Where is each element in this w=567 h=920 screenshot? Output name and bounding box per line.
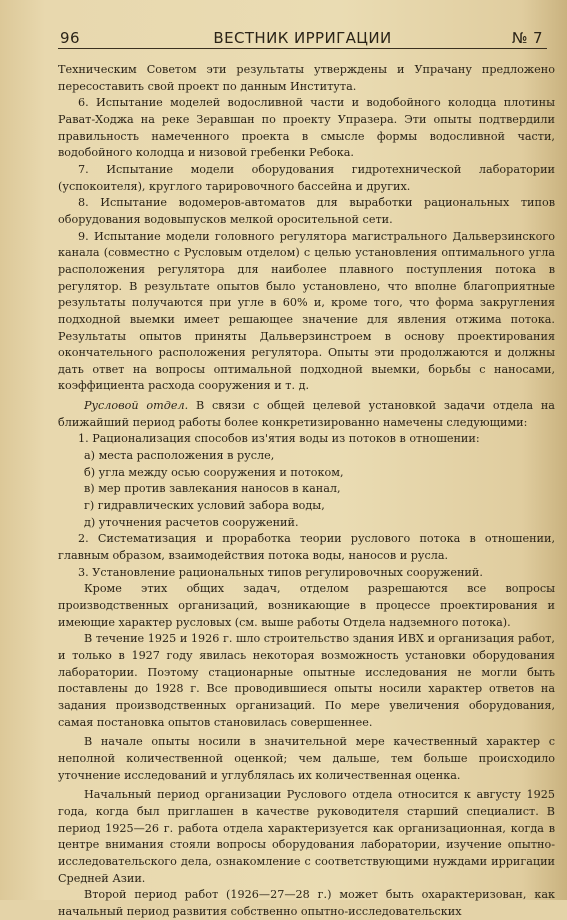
- article-body: [58, 62, 555, 920]
- sub-item: б) угла между осью сооружения и потоком,: [84, 465, 344, 479]
- paragraph: В начале опыты носили в значительной мере качественный характер с неполной количественной оценкой; чем дальше, тем больше происходило уточнение исследований и углублялась их количественная оценка.: [58, 735, 555, 782]
- issue-number: № 7: [511, 29, 543, 47]
- sub-item: в) мер против завлекания наносов в канал,: [84, 482, 341, 496]
- section-runin-title: Русловой отдел.: [84, 399, 189, 413]
- paragraph: Техническим Советом эти результаты утверждены и Упрачану предложено пересоставить свой проект по данным Института.: [58, 63, 555, 93]
- task-item: 3. Установление рациональных типов регулировочных сооружений.: [78, 565, 483, 579]
- list-item: 6. Испытание моделей водосливной части и водобойного колодца плотины Рават-Ходжа на реке Зеравшан по проекту Упразера. Эти опыты подтвердили правильность намеченного проекта в смысле формы водосливной части, водобойного колодца и низовой гребенки Ребока.: [58, 96, 555, 160]
- page-header: [58, 26, 547, 49]
- sub-item: а) места расположения в русле,: [84, 449, 275, 463]
- paragraph: Второй период работ (1926—27—28 г.) может быть охарактеризован, как начальный период развития собственно опытно-исследовательских: [58, 888, 555, 918]
- paragraph: Начальный период организации Руслового отдела относится к августу 1925 года, когда был приглашен в качестве руководителя старший специалист. В период 1925—26 г. работа отдела характеризуется как организационная, когда в центре внимания стояли вопросы оборудования лаборатории, изучение опытно-исследовательского дела, ознакомление с соответствующими нуждами ирригации Средней Азии.: [58, 788, 555, 885]
- journal-title: ВЕСТНИК ИРРИГАЦИИ: [213, 29, 392, 47]
- paragraph: Кроме этих общих задач, отделом разрешаются все вопросы производственных организаций, возникающие в процессе проектирования и имеющие характер русловых (см. выше работы Отдела надземного потока).: [58, 582, 555, 629]
- paragraph: В течение 1925 и 1926 г. шло строительство здания ИВХ и организация работ, и только в 1927 году явилась некоторая возможность установки оборудования лаборатории. Поэтому стационарные опытные исследования не могли быть поставлены до 1928 г. Все проводившиеся опыты носили характер ответов на задания производственных организаций. По мере увеличения оборудования, самая постановка опытов становилась совершеннее.: [58, 632, 555, 729]
- list-item: 8. Испытание водомеров-автоматов для выработки рациональных типов оборудования водовыпусков мелкой оросительной сети.: [58, 196, 555, 226]
- page-number: 96: [60, 29, 80, 47]
- task-item: 2. Систематизация и проработка теории руслового потока в отношении, главным образом, взаимодействия потока воды, наносов и русла.: [58, 532, 555, 563]
- sub-item: д) уточнения расчетов сооружений.: [84, 515, 299, 529]
- section-intro-text: В связи с общей целевой установкой задачи отдела на ближайший период работы более конкретизированно намечены следующими:: [58, 399, 555, 429]
- sub-item: г) гидравлических условий забора воды,: [84, 499, 325, 513]
- section-intro: [58, 398, 555, 431]
- list-item: 7. Испытание модели оборудования гидротехнической лаборатории (успокоителя), круглого тарировочного бассейна и других.: [58, 162, 555, 193]
- task-item: 1. Рационализация способов из'ятия воды из потоков в отношении:: [78, 432, 480, 446]
- list-item: 9. Испытание модели головного регулятора магистрального Дальверзинского канала (совместно с Русловым отделом) с целью установления оптимального угла расположения регулятора для наиболее плавного поступления потока в регулятор. В результате опытов было установлено, что вполне благоприятные результаты получаются при угле в 60% и, кроме того, что форма закругления подходной выемки имеет решающее значение для явления отжима потока. Результаты опытов приняты Дальверзинстроем в основу проектирования окончательного расположения регулятора. Опыты эти продолжаются и должны дать ответ на вопросы оптимальной подходной выемки, борьбы с наносами, коэффициента расхода сооружения и т. д.: [58, 229, 555, 393]
